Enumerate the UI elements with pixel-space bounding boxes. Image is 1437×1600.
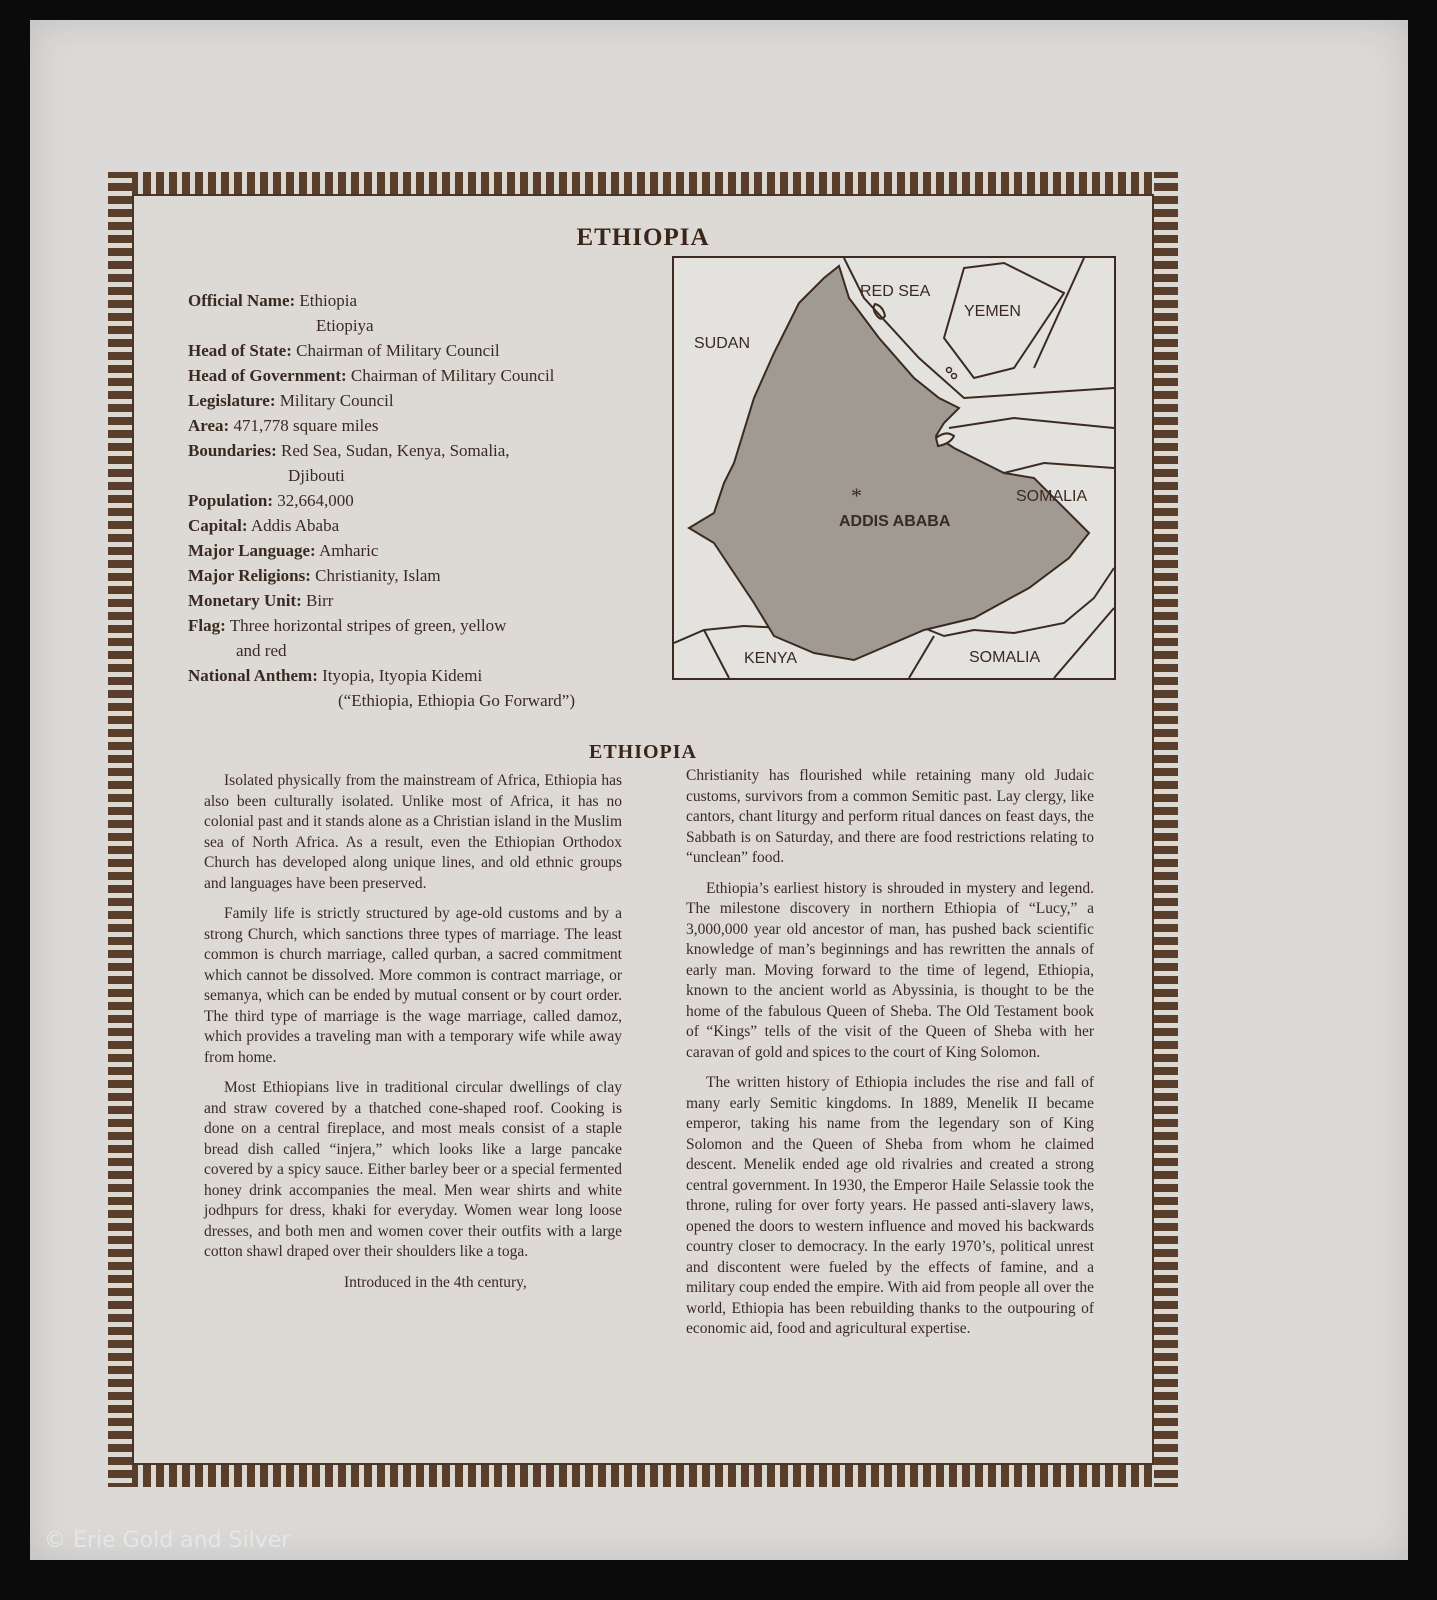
facts-list <box>188 288 658 713</box>
paragraph: Isolated physically from the mainstream of Africa, Ethiopia has also been culturally isolated. Unlike most of Africa, it has no colonial past and it stands alone as a Christian island in the Muslim sea of North Africa. As a result, even the Ethiopian Orthodox Church has developed along unique lines, and old ethnic groups and languages have been preserved. <box>204 772 622 892</box>
fact-area: Area: 471,778 square miles <box>188 416 379 435</box>
paragraph: Most Ethiopians live in traditional circular dwellings of clay and straw covered by a thatched cone-shaped roof. Cooking is done on a central fireplace, and most meals consist of a staple bread dish called “injera,” which looks like a large pancake covered by a spicy sauce. Either barley beer or a special fermented honey drink accompanies the meal. Men wear shirts and white jodhpurs for dress, khaki for everyday. Women wear long loose dresses, and both men and women cover their outfits with a large cotton shawl draped over their shoulders like a toga. <box>204 1079 622 1260</box>
paragraph: Introduced in the 4th century, <box>344 1273 527 1291</box>
fact-population: Population: 32,664,000 <box>188 491 354 510</box>
capital-star-icon: * <box>851 483 862 508</box>
map-label-sudan: SUDAN <box>694 335 751 352</box>
fact-head-of-state: Head of State: Chairman of Military Council <box>188 341 500 360</box>
map-label-capital: ADDIS ABABA <box>839 513 951 530</box>
fact-flag: Flag: Three horizontal stripes of green, yellow and red <box>188 616 507 660</box>
fact-monetary-unit: Monetary Unit: Birr <box>188 591 334 610</box>
map-label-kenya: KENYA <box>744 650 798 667</box>
map-label-somalia-south: SOMALIA <box>969 649 1041 666</box>
fact-major-language: Major Language: Amharic <box>188 541 379 560</box>
section-title: ETHIOPIA <box>588 741 698 763</box>
map-label-somalia-east: SOMALIA <box>1016 488 1088 505</box>
paragraph: Family life is strictly structured by age-old customs and by a strong Church, which sanctions three types of marriage. The least common is church marriage, called qurban, a sacred commitment which cannot be dissolved. More common is contract marriage, or semanya, which can be ended by mutual consent or by court order. The third type of marriage is the wage marriage, called damoz, which provides a traveling man with a temporary wife while away from home. <box>204 905 622 1066</box>
fact-major-religions: Major Religions: Christianity, Islam <box>188 566 441 585</box>
map-label-red-sea: RED SEA <box>860 283 931 300</box>
document-body <box>132 194 1154 1465</box>
fact-head-of-government: Head of Government: Chairman of Military Council <box>188 366 555 385</box>
ethiopia-map <box>672 256 1116 680</box>
page-title: ETHIOPIA <box>576 224 710 251</box>
text-column-left <box>204 771 622 1303</box>
copyright-watermark: © Erie Gold and Silver <box>44 1528 291 1553</box>
ornamental-border <box>108 172 1178 1487</box>
fact-capital: Capital: Addis Ababa <box>188 516 340 535</box>
paragraph: Christianity has flourished while retaining many old Judaic customs, survivors from a common Semitic past. Lay clergy, like cantors, chant liturgy and perform ritual dances on feast days, the Sabbath is on Saturday, and there are food restrictions relating to “unclean” food. <box>686 767 1094 866</box>
map-label-yemen: YEMEN <box>964 303 1021 320</box>
fact-official-name: Official Name: Ethiopia Etiopiya <box>188 291 374 335</box>
paragraph: The written history of Ethiopia includes the rise and fall of many early Semitic kingdoms. In 1889, Menelik II became emperor, taking his name from the legendary son of King Solomon and the Queen of Sheba from whom he claimed descent. Menelik ended age old rivalries and created a strong central government. In 1930, the Emperor Haile Selassie took the throne, ruling for over forty years. He passed anti-slavery laws, opened the doors to western influence and moved his backwards country closer to democracy. In the early 1970’s, political unrest and discontent were fueled by the effects of famine, and a military coup ended the empire. With aid from people all over the world, Ethiopia has been rebuilding thanks to the outpouring of economic aid, food and agricultural expertise. <box>686 1074 1094 1337</box>
fact-national-anthem: National Anthem: Ityopia, Ityopia Kidemi (“Ethiopia, Ethiopia Go Forward”) <box>188 666 575 710</box>
text-column-right <box>686 766 1094 1350</box>
paragraph: Ethiopia’s earliest history is shrouded in mystery and legend. The milestone discovery in northern Ethiopia of “Lucy,” a 3,000,000 year old ancestor of man, has pushed back scientific knowledge of man’s beginnings and has rewritten the annals of early man. Moving forward to the time of legend, Ethiopia, known to the ancient world as Abyssinia, is thought to be the home of the fabulous Queen of Sheba. The Old Testament book of “Kings” tells of the visit of the Queen of Sheba with her caravan of gold and spices to the court of King Solomon. <box>686 879 1094 1061</box>
fact-boundaries: Boundaries: Red Sea, Sudan, Kenya, Somalia, Djibouti <box>188 441 510 485</box>
fact-legislature: Legislature: Military Council <box>188 391 394 410</box>
